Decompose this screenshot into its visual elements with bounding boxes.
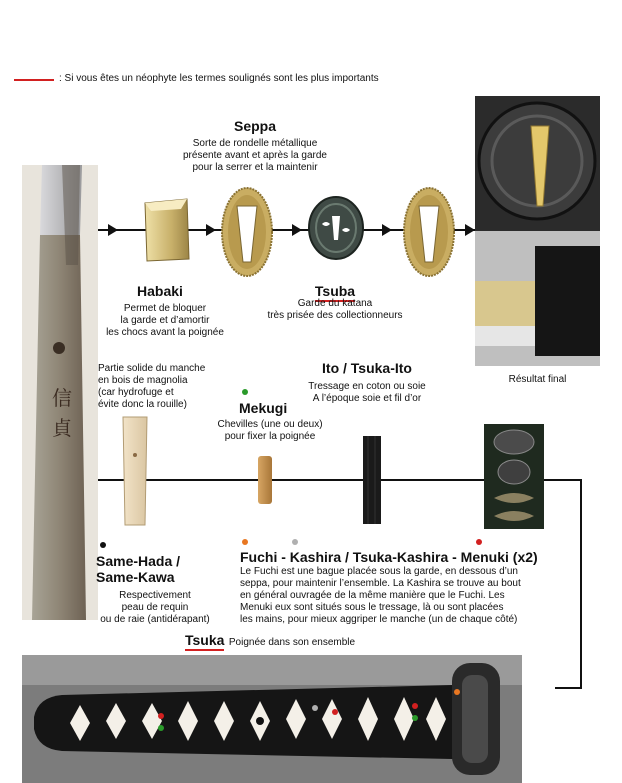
seppa-image-right: [402, 186, 456, 278]
result-label: Résultat final: [508, 374, 567, 385]
same-title-1: Same-Hada /: [96, 553, 181, 569]
mekugi-peg-image: [257, 455, 273, 505]
blade-photo: [22, 165, 98, 620]
tsuba-image: [308, 196, 364, 260]
tsuka-illustration: [22, 655, 522, 783]
fuchi-title: Fuchi - Kashira / Tsuka-Kashira - Menuki (x2): [240, 549, 538, 565]
right-connector-bottom: [555, 687, 582, 689]
tsuka-description: Poignée dans son ensemble: [228, 637, 356, 648]
blade-illustration: [22, 165, 98, 620]
legend-red-line: [14, 79, 54, 81]
legend-text: : Si vous êtes un néophyte les termes soulignés sont les plus importants: [59, 73, 379, 84]
kashira-dot-grey: [292, 539, 298, 545]
tsuba-title-wrap: [285, 283, 385, 299]
seppa-title: Seppa: [233, 118, 276, 134]
menuki-dot-red: [476, 539, 482, 545]
tsuka-marker-menuki-2: [332, 709, 338, 715]
arrow-seppa-1: [206, 224, 216, 236]
tsuka-marker-menuki-3: [412, 703, 418, 709]
mekugi-title: Mekugi: [239, 400, 288, 416]
mekugi-dot: [242, 389, 248, 395]
arrow-tsuba: [292, 224, 302, 236]
fittings-image: [484, 424, 544, 529]
manche-description: Partie solide du manche en bois de magnolia (car hydrofuge et évite donc la rouille): [98, 363, 206, 410]
habaki-description: Permet de bloquer la garde et d’amortir les chocs avant la poignée: [106, 303, 224, 338]
same-title-2: Same-Kawa: [96, 569, 175, 585]
tsuka-title: Tsuka: [185, 632, 224, 651]
tsuka-marker-menuki-1: [158, 713, 164, 719]
tsuka-marker-kashira: [312, 705, 318, 711]
ito-title: Ito / Tsuka-Ito: [322, 360, 412, 376]
arrow-seppa-2: [382, 224, 392, 236]
arrow-result: [465, 224, 475, 236]
tsuka-photo: [22, 655, 522, 783]
svg-text:信: 信: [52, 386, 72, 410]
mekugi-description: Chevilles (une ou deux) pour fixer la poignée: [217, 419, 323, 442]
same-dot: [100, 542, 106, 548]
habaki-title: Habaki: [137, 283, 183, 299]
tsuka-label: [185, 632, 445, 650]
tsuba-description: Garde du katana très prisée des collectionneurs: [267, 298, 403, 321]
tsuba-title: Tsuba: [315, 283, 355, 302]
seppa-description: Sorte de rondelle métallique présente avant et après la garde pour la serrer et la maintenir: [183, 138, 327, 173]
wooden-core-image: [120, 415, 150, 527]
ito-description: Tressage en coton ou soie A l’époque soie et fil d’or: [308, 381, 426, 404]
ito-wrap-image: [362, 436, 382, 524]
svg-text:貞: 貞: [52, 416, 72, 440]
tsuka-marker-fuchi: [454, 689, 460, 695]
same-description: Respectivement peau de requin ou de raie (antidérapant): [100, 590, 210, 625]
fuchi-dot-orange: [242, 539, 248, 545]
tsuka-marker-mekugi-1: [158, 725, 164, 731]
seppa-image-left: [220, 186, 274, 278]
tsuka-marker-mekugi-2: [412, 715, 418, 721]
arrow-habaki: [108, 224, 118, 236]
legend: [14, 72, 614, 86]
fuchi-description: Le Fuchi est une bague placée sous la garde, en dessous d’un seppa, pour maintenir l’ensemble. La Kashira se trouve au bout en général ouvragée de la même manière que le Fuchi. Les Menuki eux sont situés sous le tressage, là ou sont placées les mains, pour mieux aggriper le manche (un de chaque côté): [240, 566, 521, 625]
habaki-image: [137, 195, 195, 265]
result-photo: [475, 96, 600, 366]
